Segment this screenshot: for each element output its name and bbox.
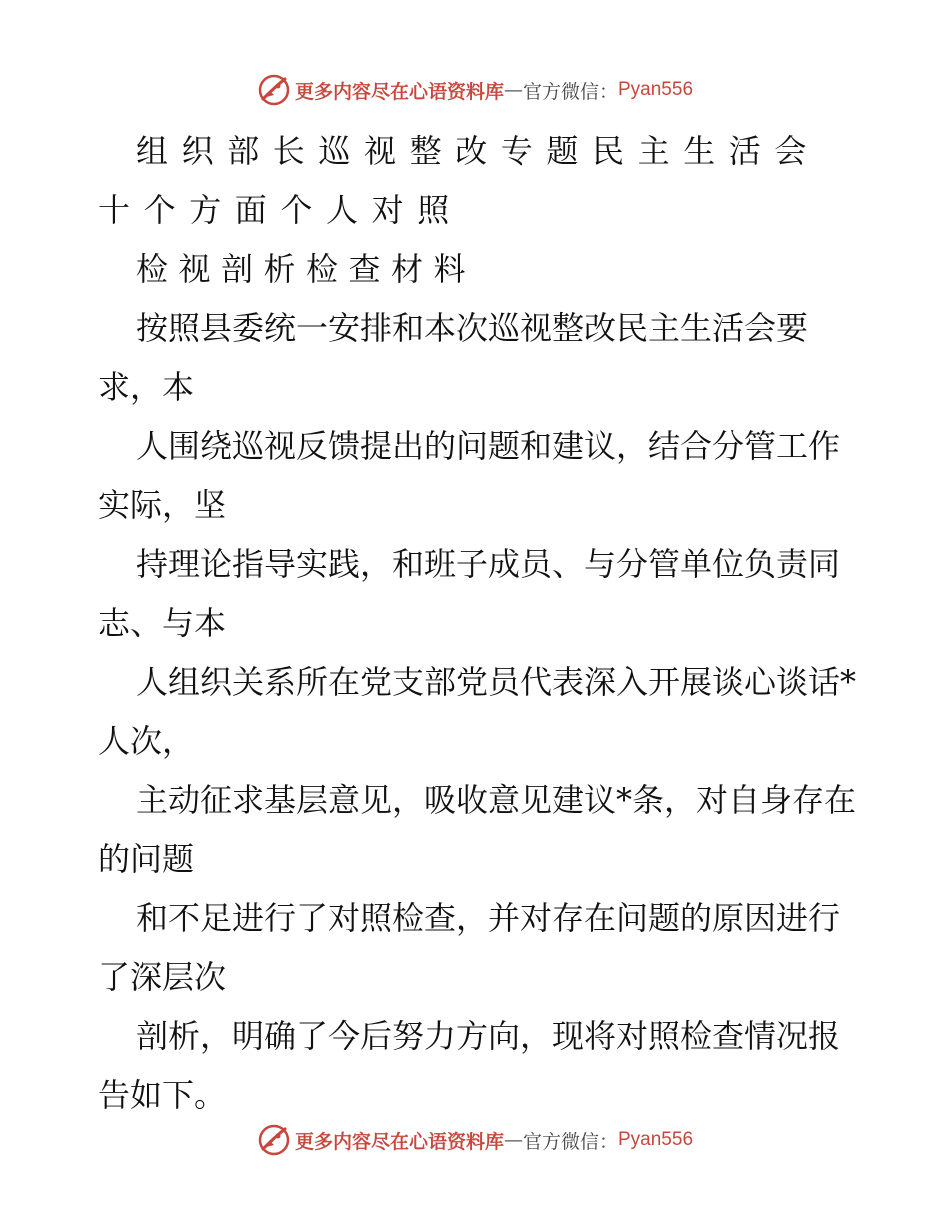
wechat-id: Pyan556 bbox=[618, 1129, 694, 1150]
header-watermark bbox=[0, 70, 950, 110]
wechat-label: 官方微信： bbox=[522, 80, 618, 103]
paragraph: 按照县委统一安排和本次巡视整改民主生活会要求，本 bbox=[98, 309, 809, 406]
wechat-id: Pyan556 bbox=[618, 79, 694, 100]
wechat-label: 官方微信： bbox=[522, 1130, 618, 1153]
footer-watermark bbox=[0, 1120, 950, 1160]
pen-circle-logo-icon bbox=[257, 1123, 291, 1157]
document-subtitle: 检视剖析检查材料 bbox=[136, 250, 477, 288]
document-body bbox=[98, 122, 858, 1125]
separator-dash: — bbox=[503, 79, 523, 101]
watermark-content bbox=[257, 73, 693, 107]
pen-circle-logo-icon bbox=[257, 73, 291, 107]
paragraph: 持理论指导实践，和班子成员、与分管单位负责同志、与本 bbox=[98, 545, 841, 642]
document-title: 组织部长巡视整改专题民主生活会十个方面个人对照 bbox=[98, 132, 821, 229]
paragraph: 和不足进行了对照检查，并对存在问题的原因进行了深层次 bbox=[98, 899, 841, 996]
paragraph: 剖析，明确了今后努力方向，现将对照检查情况报告如下。 bbox=[98, 1017, 841, 1114]
site-name: 更多内容尽在心语资料库 bbox=[294, 1130, 504, 1153]
paragraph: 人组织关系所在党支部党员代表深入开展谈心谈话*人次， bbox=[98, 663, 857, 760]
site-name: 更多内容尽在心语资料库 bbox=[294, 80, 504, 103]
separator-dash: — bbox=[503, 1129, 523, 1151]
paragraph: 主动征求基层意见，吸收意见建议*条，对自身存在的问题 bbox=[98, 781, 857, 878]
watermark-content bbox=[257, 1123, 693, 1157]
paragraph: 人围绕巡视反馈提出的问题和建议，结合分管工作实际，坚 bbox=[98, 427, 841, 524]
